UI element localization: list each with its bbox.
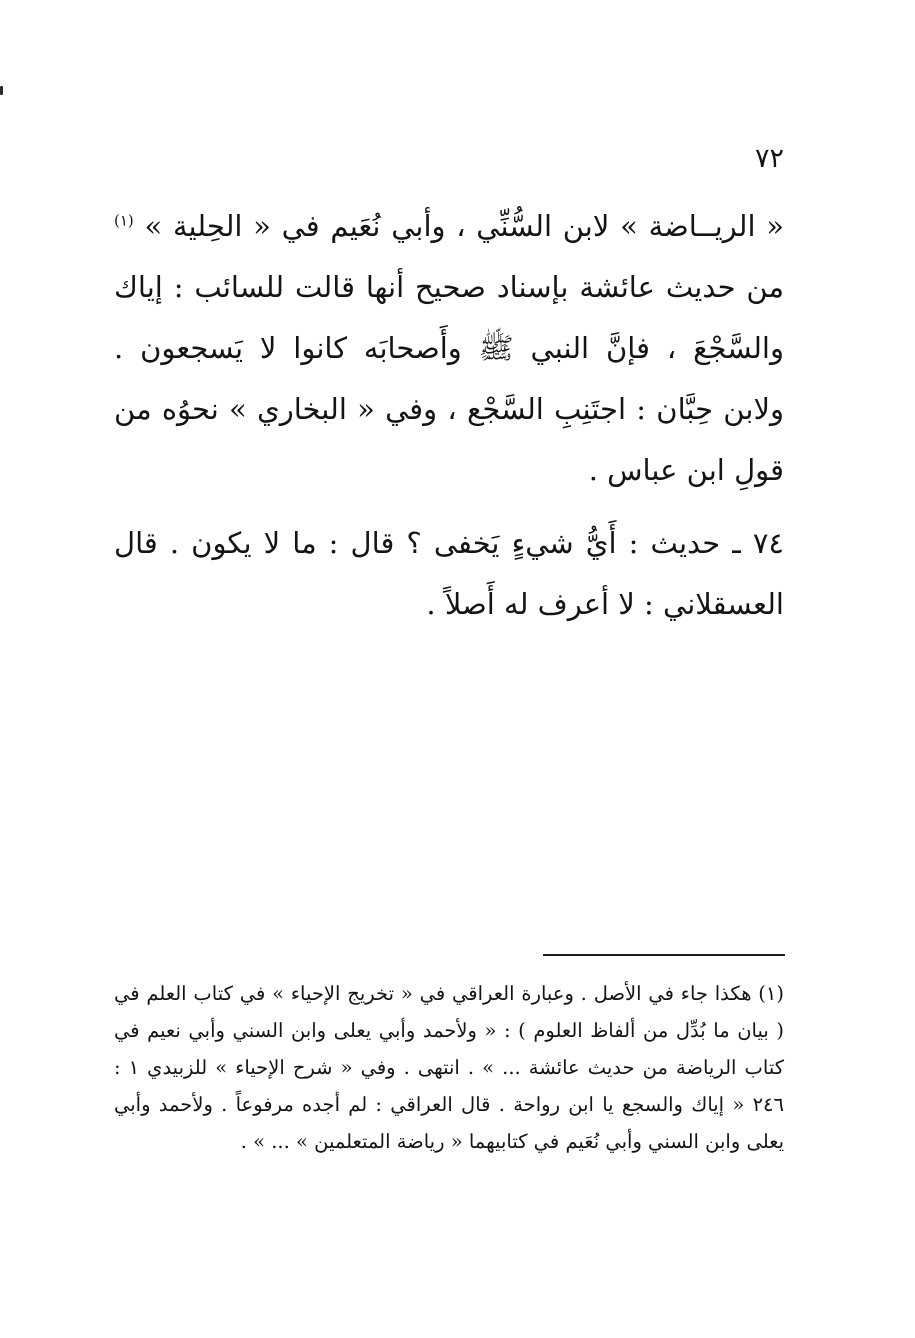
paragraph-riyada (114, 196, 784, 501)
paragraph-hadith-74 (114, 513, 784, 635)
paragraph-text: ٧٤ ـ حديث : أَيُّ شيءٍ يَخفى ؟ قال : ما لا يكون . قال العسقلاني : لا أعرف له أَصلاً . (114, 526, 784, 621)
page-number: ٧٢ (754, 143, 784, 174)
footnote-divider (543, 954, 785, 956)
scan-edge-mark (0, 86, 3, 95)
footnotes (114, 975, 784, 1160)
footnote-reference[interactable]: (١) (114, 211, 134, 230)
main-text (114, 196, 784, 635)
paragraph-text: « الريــاضة » لابن السُّنِّي ، وأبي نُعَيم في « الحِلية » (144, 209, 784, 243)
paragraph-text-continued: من حديث عائشة بإسناد صحيح أنها قالت للسائب : إياك والسَّجْعَ ، فإنَّ النبي ﷺ وأَصحابَه كانوا لا يَسجعون . ولابن حِبَّان : اجتَنِبِ السَّجْع ، وفي « البخاري » نحوُه من قولِ ابن عباس . (114, 270, 784, 487)
footnote-1: (١) هكذا جاء في الأصل . وعبارة العراقي في « تخريج الإحياء » في كتاب العلم في ( بيان ما بُدِّل من ألفاظ العلوم ) : « ولأحمد وأبي يعلى وابن السني وأبي نعيم في كتاب الرياضة من حديث عائشة ... » . انتهى . وفي « شرح الإحياء » للزبيدي ١ : ٢٤٦ « إياك والسجع يا ابن رواحة . قال العراقي : لم أجده مرفوعاً . ولأحمد وأبي يعلى وابن السني وأبي نُعَيم في كتابيهما « رياضة المتعلمين » ... » . (114, 982, 784, 1153)
